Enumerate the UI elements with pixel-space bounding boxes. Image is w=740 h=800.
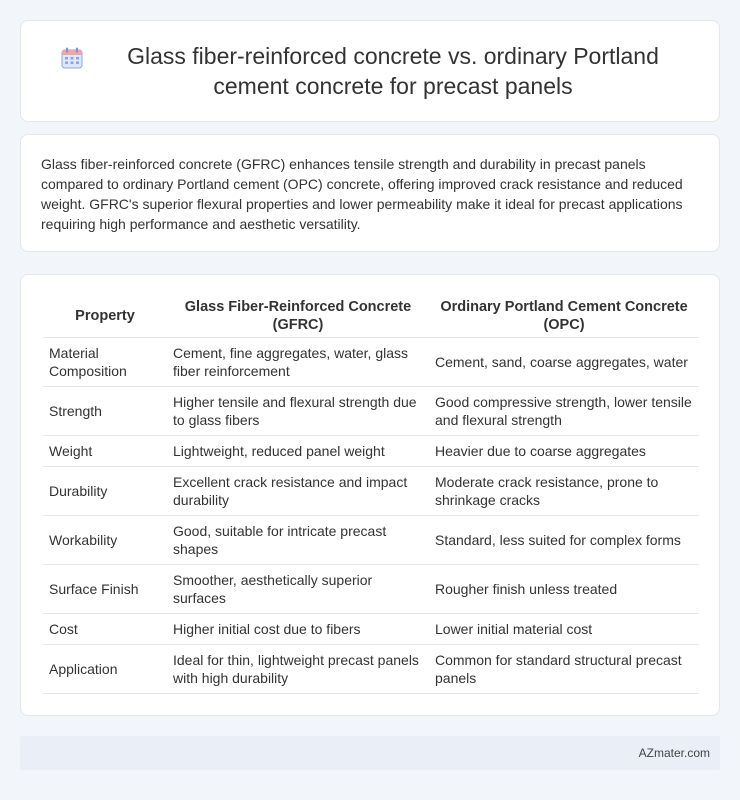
title-card	[20, 20, 720, 122]
row-property: Cost	[43, 613, 167, 644]
intro-card	[20, 134, 720, 252]
row-opc-value: Moderate crack resistance, prone to shrinkage cracks	[429, 466, 699, 515]
footer-bar	[20, 736, 720, 770]
row-gfrc-value: Good, suitable for intricate precast shapes	[167, 515, 429, 564]
table-row	[43, 515, 699, 564]
table-row	[43, 337, 699, 386]
table-row	[43, 435, 699, 466]
row-opc-value: Good compressive strength, lower tensile and flexural strength	[429, 386, 699, 435]
calendar-icon	[61, 47, 83, 69]
row-gfrc-value: Excellent crack resistance and impact durability	[167, 466, 429, 515]
table-header-row	[43, 295, 699, 337]
row-opc-value: Lower initial material cost	[429, 613, 699, 644]
row-opc-value: Heavier due to coarse aggregates	[429, 435, 699, 466]
table-row	[43, 564, 699, 613]
row-opc-value: Common for standard structural precast panels	[429, 644, 699, 693]
row-gfrc-value: Cement, fine aggregates, water, glass fiber reinforcement	[167, 337, 429, 386]
row-property: Surface Finish	[43, 564, 167, 613]
row-gfrc-value: Lightweight, reduced panel weight	[167, 435, 429, 466]
row-gfrc-value: Ideal for thin, lightweight precast panels with high durability	[167, 644, 429, 693]
row-opc-value: Rougher finish unless treated	[429, 564, 699, 613]
table-row	[43, 644, 699, 693]
row-property: Application	[43, 644, 167, 693]
table-row	[43, 466, 699, 515]
row-property: Durability	[43, 466, 167, 515]
row-property: Workability	[43, 515, 167, 564]
table-row	[43, 613, 699, 644]
table-row	[43, 386, 699, 435]
row-gfrc-value: Smoother, aesthetically superior surfaces	[167, 564, 429, 613]
row-opc-value: Standard, less suited for complex forms	[429, 515, 699, 564]
header-property: Property	[75, 307, 135, 324]
row-property: Material Composition	[43, 337, 167, 386]
header-gfrc: Glass Fiber-Reinforced Concrete (GFRC)	[184, 298, 412, 333]
comparison-table-card	[20, 274, 720, 716]
row-property: Strength	[43, 386, 167, 435]
intro-paragraph: Glass fiber-reinforced concrete (GFRC) enhances tensile strength and durability in precast panels compared to ordinary Portland cement (OPC) concrete, offering improved crack resistance and reduced weight. GFRC's superior flexural properties and lower permeability make it ideal for precast applications requiring high performance and aesthetic versatility.	[41, 156, 683, 232]
row-gfrc-value: Higher tensile and flexural strength due to glass fibers	[167, 386, 429, 435]
footer-brand: AZmater.com	[638, 746, 710, 760]
row-gfrc-value: Higher initial cost due to fibers	[167, 613, 429, 644]
row-opc-value: Cement, sand, coarse aggregates, water	[429, 337, 699, 386]
row-property: Weight	[43, 435, 167, 466]
title-wrap	[21, 41, 719, 101]
header-opc: Ordinary Portland Cement Concrete (OPC)	[440, 298, 688, 333]
comparison-table	[43, 295, 699, 694]
page-title: Glass fiber-reinforced concrete vs. ordinary Portland cement concrete for precast panels	[127, 43, 659, 99]
